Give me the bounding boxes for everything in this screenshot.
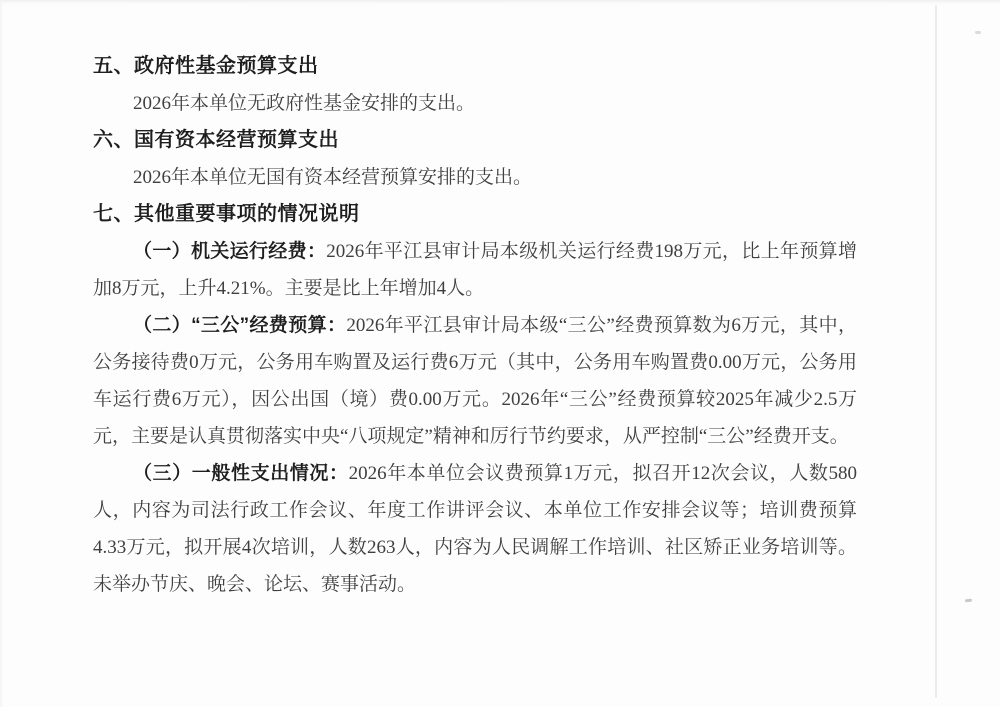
scan-speck-upper — [975, 31, 981, 34]
para-three-public-expense-label: （二）“三公”经费预算： — [133, 315, 347, 336]
scan-speck-lower — [965, 599, 972, 603]
para-operating-expense-text: 2026年平江县审计局本级机关运行经费198万元，比上年预算增加8万元，上升4.21%。主要是比上年增加4人。 — [93, 241, 857, 299]
para-general-expense — [93, 455, 857, 603]
scan-edge-top — [0, 0, 1000, 4]
para-three-public-expense-text: 2026年平江县审计局本级“三公”经费预算数为6万元，其中，公务接待费0万元，公务用车购置及运行费6万元（其中，公务用车购置费0.00万元，公务用车运行费6万元），因公出国（境）费0.00万元。2026年“三公”经费预算较2025年减少2.5万元，主要是认真贯彻落实中央“八项规定”精神和厉行节约要求，从严控制“三公”经费开支。 — [93, 315, 857, 447]
heading-state-capital-budget-expense: 六、国有资本经营预算支出 — [93, 129, 339, 151]
document-body — [93, 48, 857, 603]
para-three-public-expense — [93, 307, 857, 455]
para-operating-expense-label: （一）机关运行经费： — [133, 241, 327, 262]
para-operating-expense — [93, 233, 857, 307]
scan-page-edge-line — [935, 5, 937, 698]
para-general-expense-label: （三）一般性支出情况： — [133, 463, 349, 484]
heading-gov-fund-budget-expense: 五、政府性基金预算支出 — [93, 55, 319, 77]
para-no-gov-fund-expense: 2026年本单位无政府性基金安排的支出。 — [133, 93, 476, 114]
para-general-expense-text: 2026年本单位会议费预算1万元，拟召开12次会议，人数580人，内容为司法行政工作会议、年度工作讲评会议、本单位工作安排会议等；培训费预算4.33万元，拟开展4次培训，人数263人，内容为人民调解工作培训、社区矫正业务培训等。未举办节庆、晚会、论坛、赛事活动。 — [93, 463, 857, 595]
para-no-state-capital-expense: 2026年本单位无国有资本经营预算安排的支出。 — [133, 167, 533, 188]
heading-other-important-matters: 七、其他重要事项的情况说明 — [93, 203, 360, 225]
scan-edge-left — [0, 0, 3, 707]
